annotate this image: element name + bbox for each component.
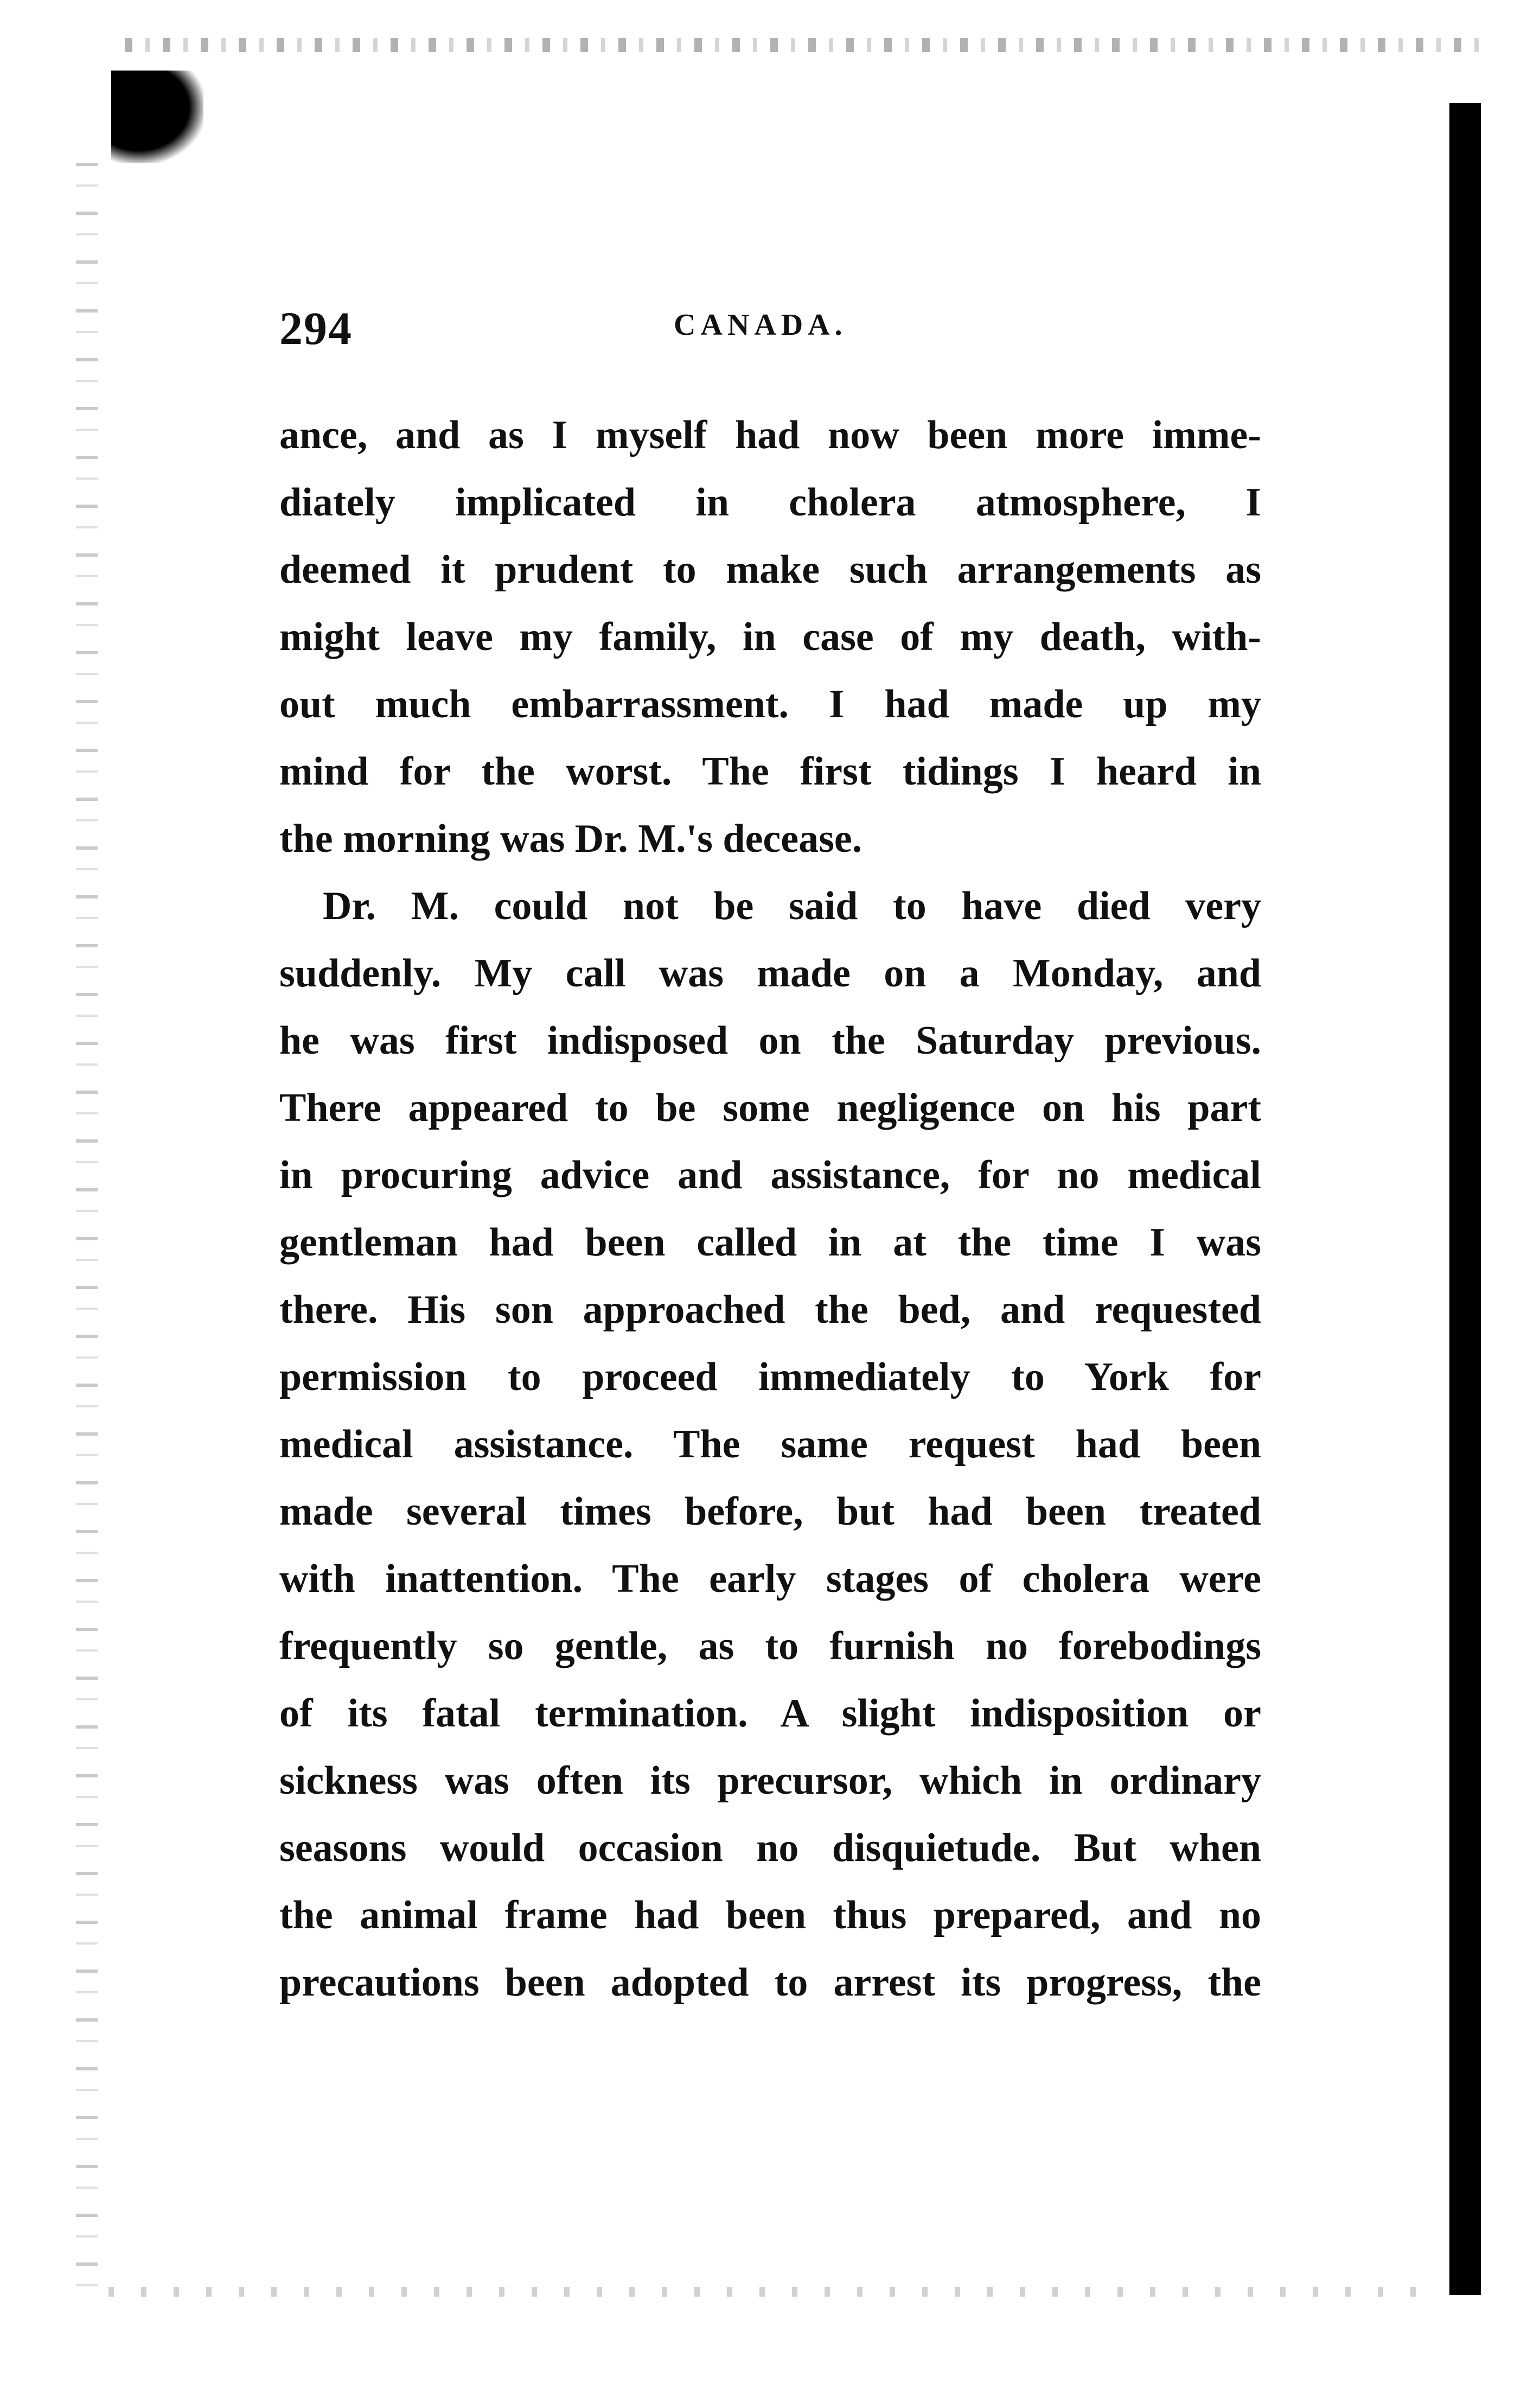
scan-corner-blot (111, 71, 203, 163)
paragraph-1 (279, 401, 1261, 872)
text-line: in procuring advice and assistance, for no medical (279, 1153, 1261, 1197)
text-line: deemed it prudent to make such arrangements as (279, 547, 1261, 592)
paragraph-2 (279, 872, 1261, 2016)
text-line: permission to proceed immediately to York for (279, 1355, 1261, 1399)
text-line: medical assistance. The same request had been (279, 1422, 1261, 1467)
text-line: mind for the worst. The first tidings I heard in (279, 749, 1261, 794)
text-line: might leave my family, in case of my death, with- (279, 615, 1261, 659)
text-line: out much embarrassment. I had made up my (279, 682, 1261, 726)
text-line: he was first indisposed on the Saturday previous. (279, 1018, 1261, 1063)
running-head: CANADA. (674, 308, 847, 342)
text-line: Dr. M. could not be said to have died very (323, 884, 1261, 928)
text-line: made several times before, but had been treated (279, 1489, 1261, 1534)
text-line: sickness was often its precursor, which in ordinary (279, 1758, 1261, 1803)
text-line: the morning was Dr. M.'s decease. (279, 817, 862, 861)
text-line: ance, and as I myself had now been more imme- (279, 413, 1261, 457)
text-line: precautions been adopted to arrest its progress, the (279, 1960, 1261, 2005)
text-line: the animal frame had been thus prepared, and no (279, 1893, 1261, 1937)
text-line: there. His son approached the bed, and requested (279, 1287, 1261, 1332)
text-line: seasons would occasion no disquietude. But when (279, 1826, 1261, 1870)
page-number: 294 (279, 302, 353, 354)
text-line: There appeared to be some negligence on his part (279, 1086, 1261, 1130)
text-line: with inattention. The early stages of cholera were (279, 1557, 1261, 1601)
page-header (279, 301, 1261, 366)
scan-bottom-edge-artifact (108, 2287, 1443, 2297)
text-line: of its fatal termination. A slight indisposition or (279, 1691, 1261, 1736)
body-text (279, 401, 1261, 2016)
text-line: suddenly. My call was made on a Monday, and (279, 951, 1261, 996)
scan-top-edge-artifact (125, 38, 1492, 52)
scan-right-edge-bar (1449, 103, 1481, 2295)
text-line: diately implicated in cholera atmosphere, I (279, 480, 1261, 525)
scan-left-edge-artifact (76, 163, 98, 2306)
text-line: frequently so gentle, as to furnish no forebodings (279, 1624, 1261, 1668)
text-line: gentleman had been called in at the time I was (279, 1220, 1261, 1265)
